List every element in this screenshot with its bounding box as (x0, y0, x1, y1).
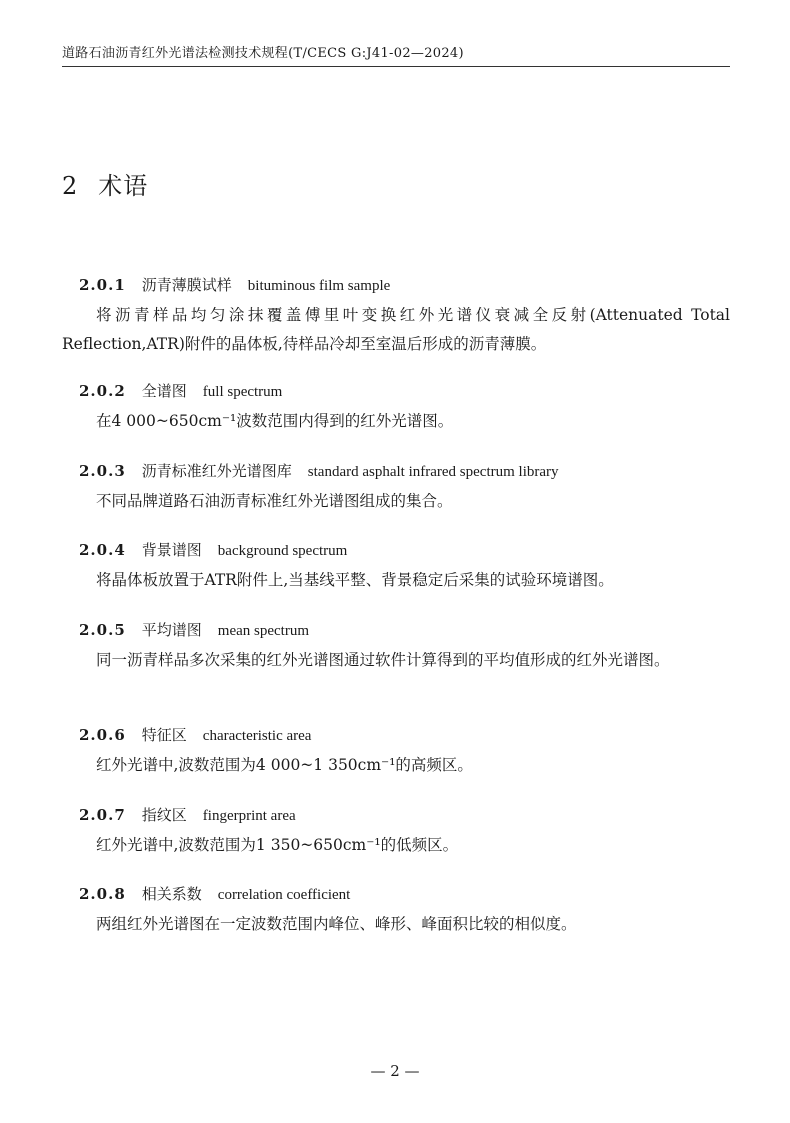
term-entry (62, 273, 730, 359)
term-chinese: 特征区 (141, 726, 187, 744)
chapter-number: 2 (62, 172, 79, 200)
term-entry (62, 618, 730, 675)
term-english: background spectrum (217, 543, 348, 559)
term-number: 2.0.5 (79, 621, 126, 639)
term-number: 2.0.8 (79, 885, 126, 903)
term-chinese: 平均谱图 (141, 621, 202, 639)
term-definition: 将晶体板放置于ATR附件上,当基线平整、背景稳定后采集的试验环境谱图。 (96, 571, 614, 589)
term-heading (79, 723, 730, 748)
term-number: 2.0.1 (79, 276, 126, 294)
term-definition: 同一沥青样品多次采集的红外光谱图通过软件计算得到的平均值形成的红外光谱图。 (96, 651, 670, 669)
term-heading (79, 459, 730, 484)
term-chinese: 指纹区 (141, 806, 187, 824)
term-definition: 在4 000~650cm⁻¹波数范围内得到的红外光谱图。 (96, 412, 454, 430)
term-heading (79, 273, 730, 298)
term-entry (62, 538, 730, 595)
term-heading (79, 803, 730, 828)
term-number: 2.0.2 (79, 382, 126, 400)
term-chinese: 沥青标准红外光谱图库 (141, 462, 292, 480)
term-english: bituminous film sample (247, 278, 391, 294)
term-number: 2.0.7 (79, 806, 126, 824)
term-definition: 红外光谱中,波数范围为1 350~650cm⁻¹的低频区。 (96, 836, 459, 854)
term-english: full spectrum (202, 384, 283, 400)
running-header: 道路石油沥青红外光谱法检测技术规程(T/CECS G:J41-02—2024) (62, 46, 464, 61)
chapter-title (62, 166, 148, 201)
term-chinese: 全谱图 (141, 382, 187, 400)
term-heading (79, 882, 730, 907)
term-definition: 红外光谱中,波数范围为4 000~1 350cm⁻¹的高频区。 (96, 756, 473, 774)
term-english: mean spectrum (217, 623, 309, 639)
term-entry (62, 882, 730, 939)
term-entry (62, 379, 730, 436)
chapter-name: 术语 (98, 172, 149, 200)
term-heading (79, 618, 730, 643)
term-heading (79, 379, 730, 404)
term-number: 2.0.6 (79, 726, 126, 744)
term-chinese: 相关系数 (141, 885, 202, 903)
term-definition: 将沥青样品均匀涂抹覆盖傅里叶变换红外光谱仪衰减全反射(Attenuated Total Reflection,ATR)附件的晶体板,待样品冷却至室温后形成的沥青薄膜。 (62, 306, 730, 353)
term-heading (79, 538, 730, 563)
term-entry (62, 803, 730, 860)
term-english: correlation coefficient (217, 887, 351, 903)
term-chinese: 沥青薄膜试样 (141, 276, 232, 294)
term-english: fingerprint area (202, 808, 296, 824)
term-definition: 不同品牌道路石油沥青标准红外光谱图组成的集合。 (96, 492, 453, 510)
term-entry (62, 723, 730, 780)
term-chinese: 背景谱图 (141, 541, 202, 559)
term-number: 2.0.3 (79, 462, 126, 480)
term-entry (62, 459, 730, 516)
term-definition: 两组红外光谱图在一定波数范围内峰位、峰形、峰面积比较的相似度。 (96, 915, 577, 933)
page-number: — 2 — (370, 1062, 420, 1080)
term-number: 2.0.4 (79, 541, 126, 559)
header-rule (62, 66, 730, 67)
term-english: standard asphalt infrared spectrum library (307, 464, 559, 480)
term-english: characteristic area (202, 728, 312, 744)
